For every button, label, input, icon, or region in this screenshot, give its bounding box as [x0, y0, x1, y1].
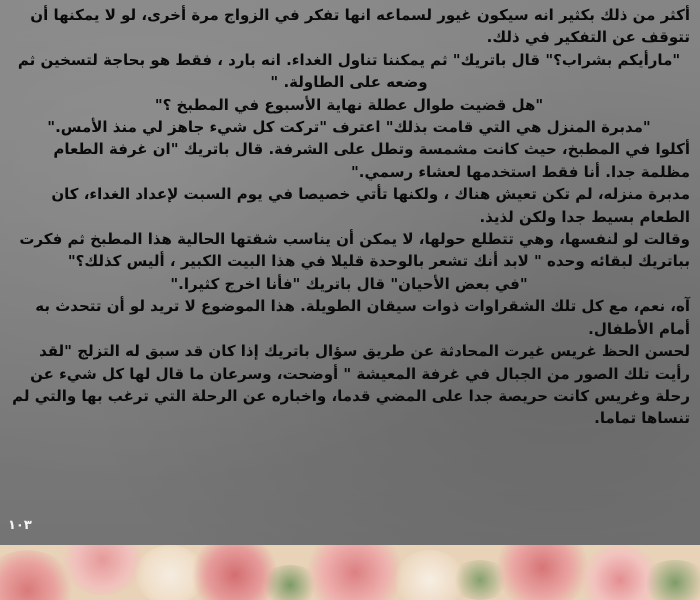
leaf-decoration [640, 560, 700, 600]
flower-decoration [495, 545, 590, 600]
paragraph: وقالت لو لنفسها، وهي تتطلع حولها، لا يمكن أن يناسب شقتها الحالية هذا المطبخ ثم فكرت بباتريك لبقائه وحده " لابد أنك تشعر بالوحدة قليلا في هذا البيت الكبير ، أليس كذلك؟" [19, 230, 690, 271]
text-body [8, 4, 690, 430]
paragraph: مدبرة منزله، لم تكن تعيش هناك ، ولكنها تأتي خصيصا في يوم السبت لإعداد الغداء، كان الطعام بسيط جدا ولكن لذيذ. [51, 185, 690, 226]
paragraph: "مدبرة المنزل هي التي قامت بذلك" اعترف "تركت كل شيء جاهز لي منذ الأمس." [47, 118, 651, 137]
floral-footer [0, 545, 700, 600]
page-number: ١٠٣ [8, 518, 32, 533]
paragraph: أكثر من ذلك بكثير انه سيكون غيور لسماعه انها تفكر في الزواج مرة أخرى، لو لا يمكنها أن تتوقف عن التفكير في ذلك. [30, 6, 690, 47]
flower-decoration [305, 545, 405, 600]
paragraph: "في بعض الأحيان" قال باتريك "فأنا اخرج كثيرا." [170, 274, 528, 293]
paragraph: آه، نعم، مع كل تلك الشقراوات ذوات سيقان الطويلة. هذا الموضوع لا تريد لو أن تتحدث به أمام الأطفال. [35, 297, 690, 338]
paragraph: أكلوا في المطبخ، حيث كانت مشمسة وتطل على الشرفة. قال باتريك "ان غرفة الطعام مظلمة جدا. أنا فقط استخدمها لعشاء رسمي." [53, 140, 690, 181]
paragraph: "هل قضيت طوال عطلة نهاية الأسبوع في المطبخ ؟" [154, 95, 544, 114]
paragraph: لحسن الحظ غريس غيرت المحادثة عن طريق سؤال باتريك إذا كان قد سبق له التزلج "لقد رأيت تلك الصور من الجبال في غرفة المعيشة " أوضحت، وسرعان ما قال لها كل شيء عن رحلة وغريس كانت حريصة جدا على المضي قدما، واخباره عن الرحلة التي ترغب بها والتي لم تنساها تماما. [12, 342, 690, 428]
paragraph: "مارأيكم بشراب؟" قال باتريك" ثم يمكننا تناول الغداء. انه بارد ، فقط هو بحاجة لتسخين ثم وضعه على الطاولة. " [17, 50, 681, 92]
